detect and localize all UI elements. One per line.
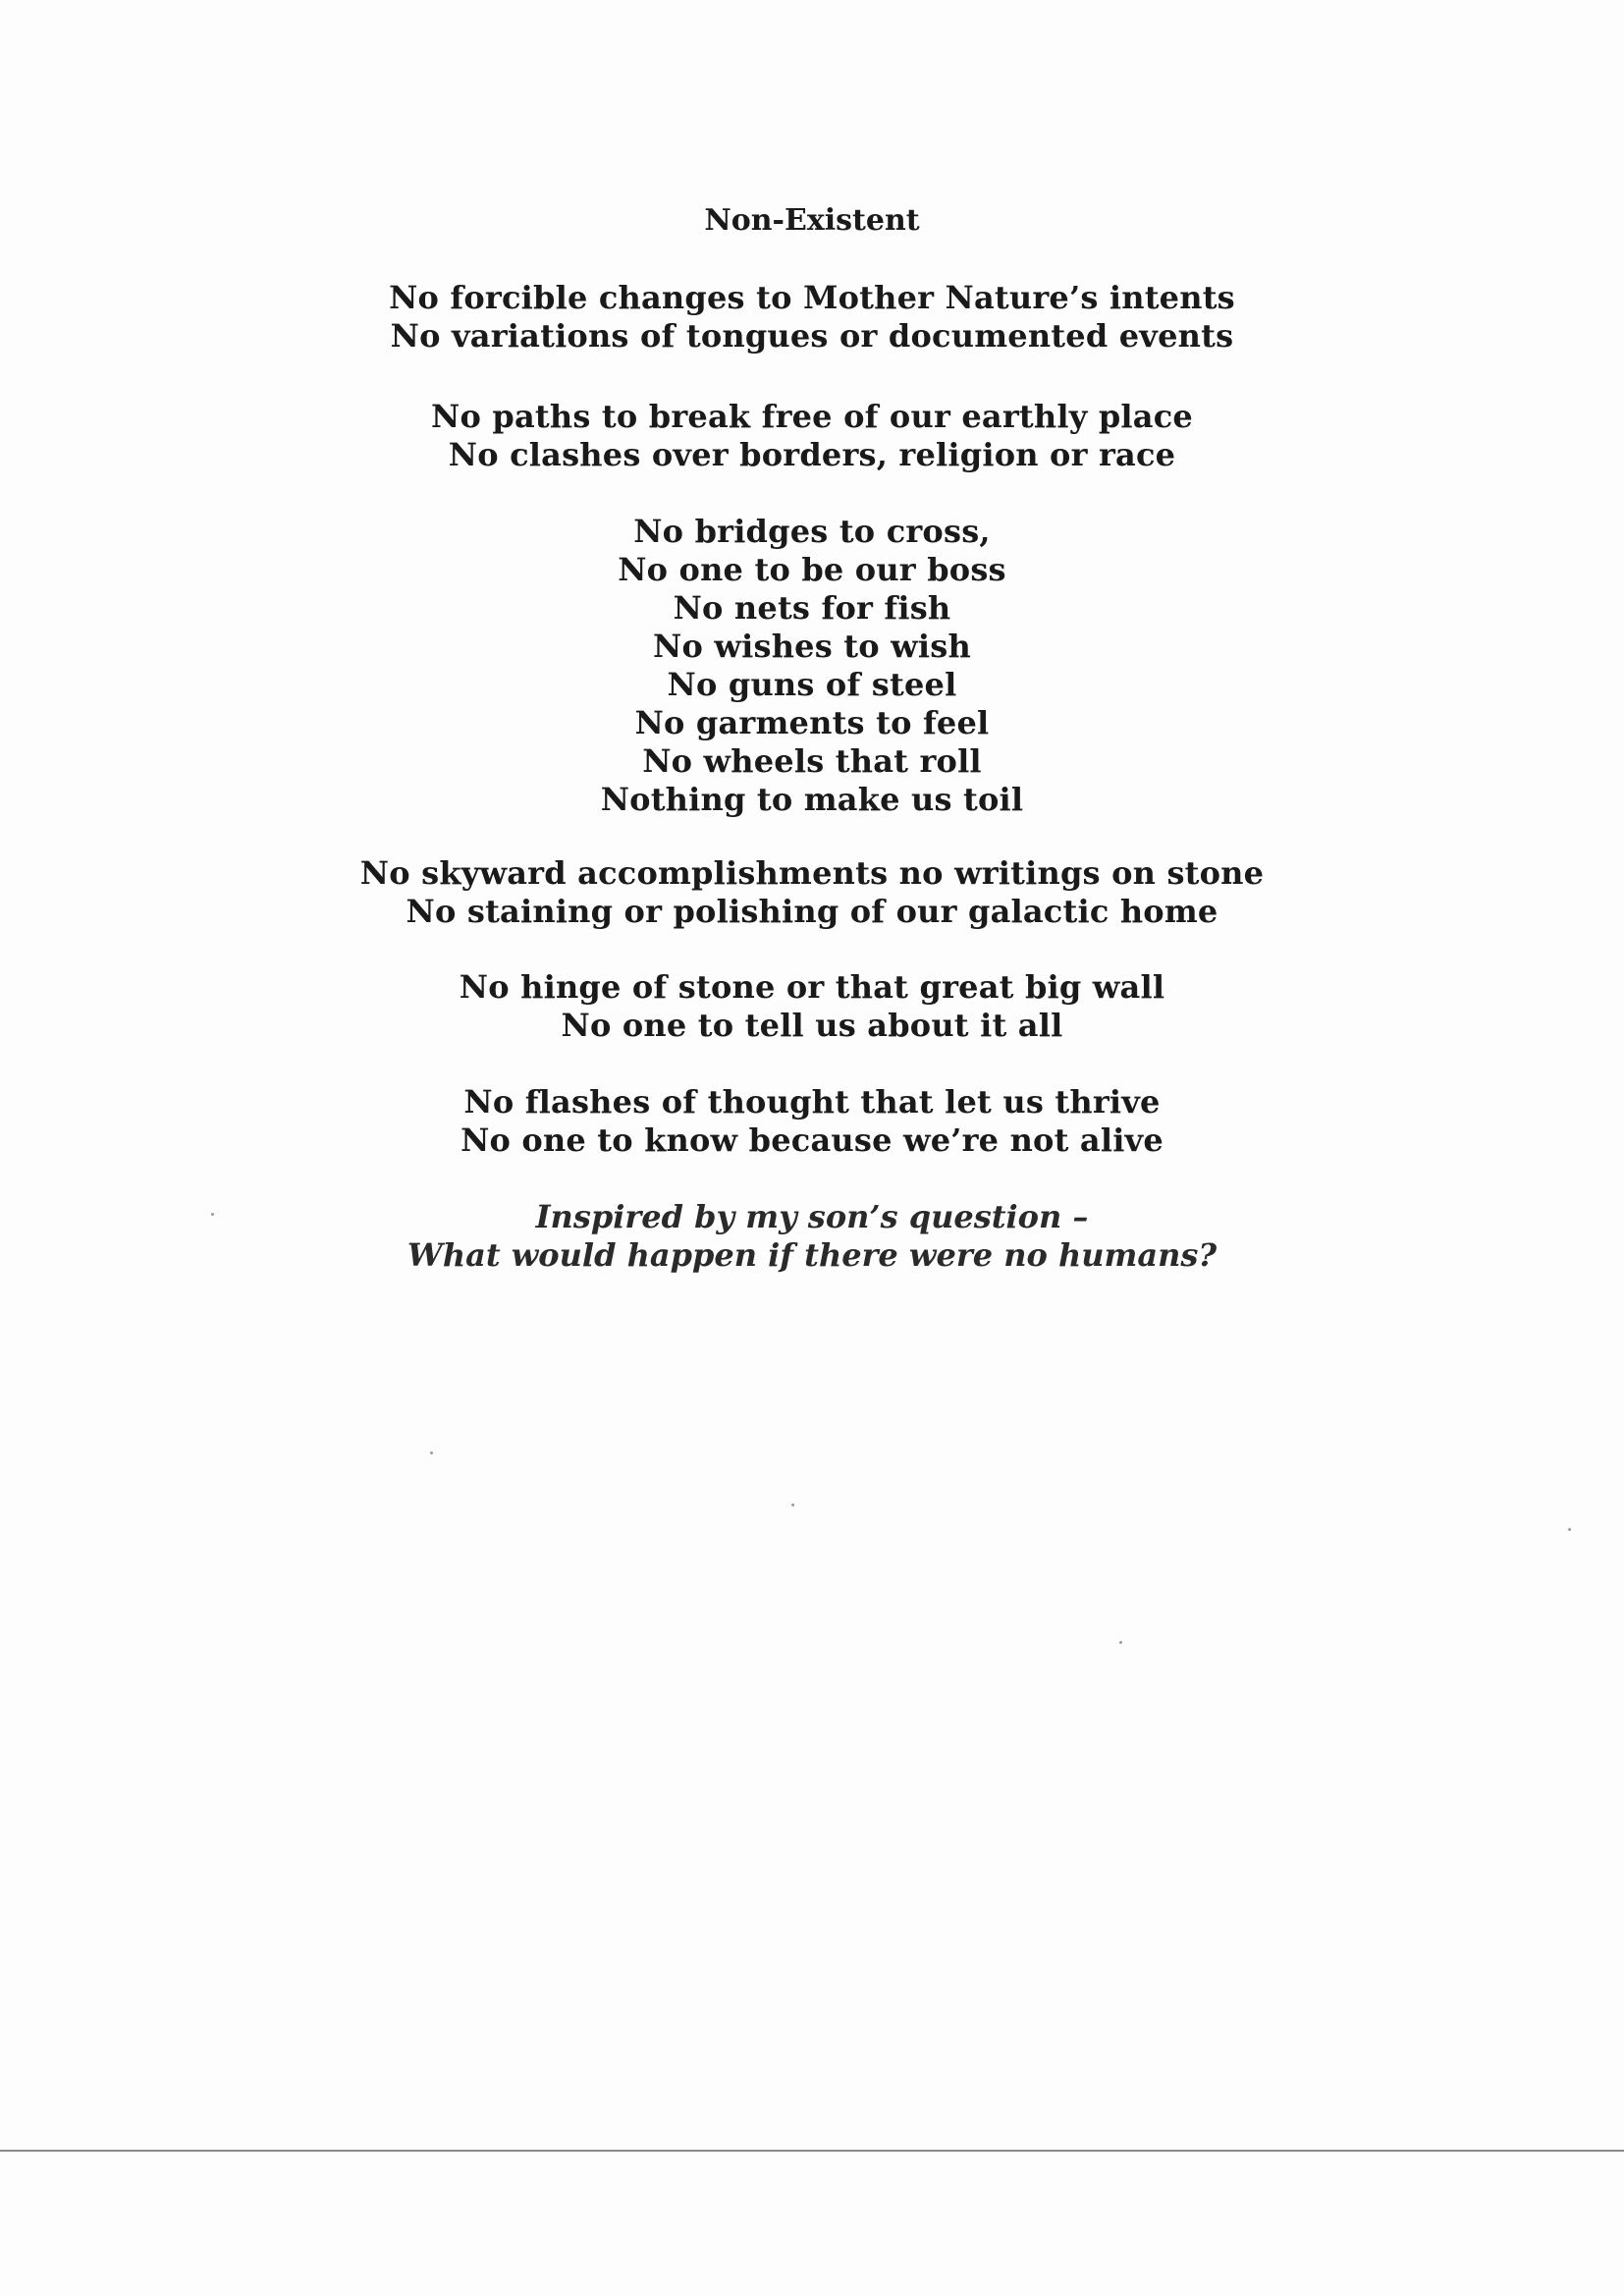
poem-line: No variations of tongues or documented events — [390, 317, 1234, 355]
poem-line: No nets for fish — [673, 589, 951, 627]
poem-line: No flashes of thought that let us thrive — [463, 1083, 1161, 1121]
dedication-line: Inspired by my son’s question – — [535, 1198, 1089, 1235]
stanza-6 — [0, 1083, 1624, 1160]
scan-speck — [430, 1451, 433, 1454]
poem-line: No hinge of stone or that great big wall — [459, 968, 1165, 1006]
stanza-1 — [0, 279, 1624, 355]
poem-line: No forcible changes to Mother Nature’s intents — [389, 279, 1235, 316]
poem-line: No wishes to wish — [653, 628, 971, 665]
poem-line: No guns of steel — [667, 666, 957, 703]
scan-speck — [791, 1503, 794, 1506]
poem-line: No bridges to cross, — [633, 513, 991, 550]
dedication-line: What would happen if there were no humans? — [406, 1236, 1218, 1274]
poem-line: No garments to feel — [634, 704, 990, 741]
stanza-2 — [0, 398, 1624, 474]
poem-line: No one to know because we’re not alive — [460, 1121, 1164, 1159]
scan-speck — [211, 1213, 214, 1216]
poem-line: No clashes over borders, religion or race — [448, 436, 1176, 473]
poem-line: No one to tell us about it all — [561, 1007, 1063, 1044]
poem-line: No staining or polishing of our galactic home — [406, 893, 1218, 930]
stanza-4 — [0, 854, 1624, 931]
poem-line: No skyward accomplishments no writings on stone — [359, 854, 1265, 892]
poem-line: No wheels that roll — [642, 742, 982, 780]
poem-title: Non-Existent — [704, 203, 920, 238]
scan-speck — [1568, 1528, 1571, 1531]
stanza-3 — [0, 513, 1624, 819]
poem-line: No paths to break free of our earthly place — [431, 398, 1193, 435]
dedication-note — [0, 1198, 1624, 1275]
bottom-rule — [0, 2150, 1624, 2152]
scan-speck — [1119, 1641, 1122, 1644]
stanza-5 — [0, 968, 1624, 1045]
poem-line: No one to be our boss — [618, 551, 1006, 588]
poem-line: Nothing to make us toil — [600, 781, 1024, 818]
